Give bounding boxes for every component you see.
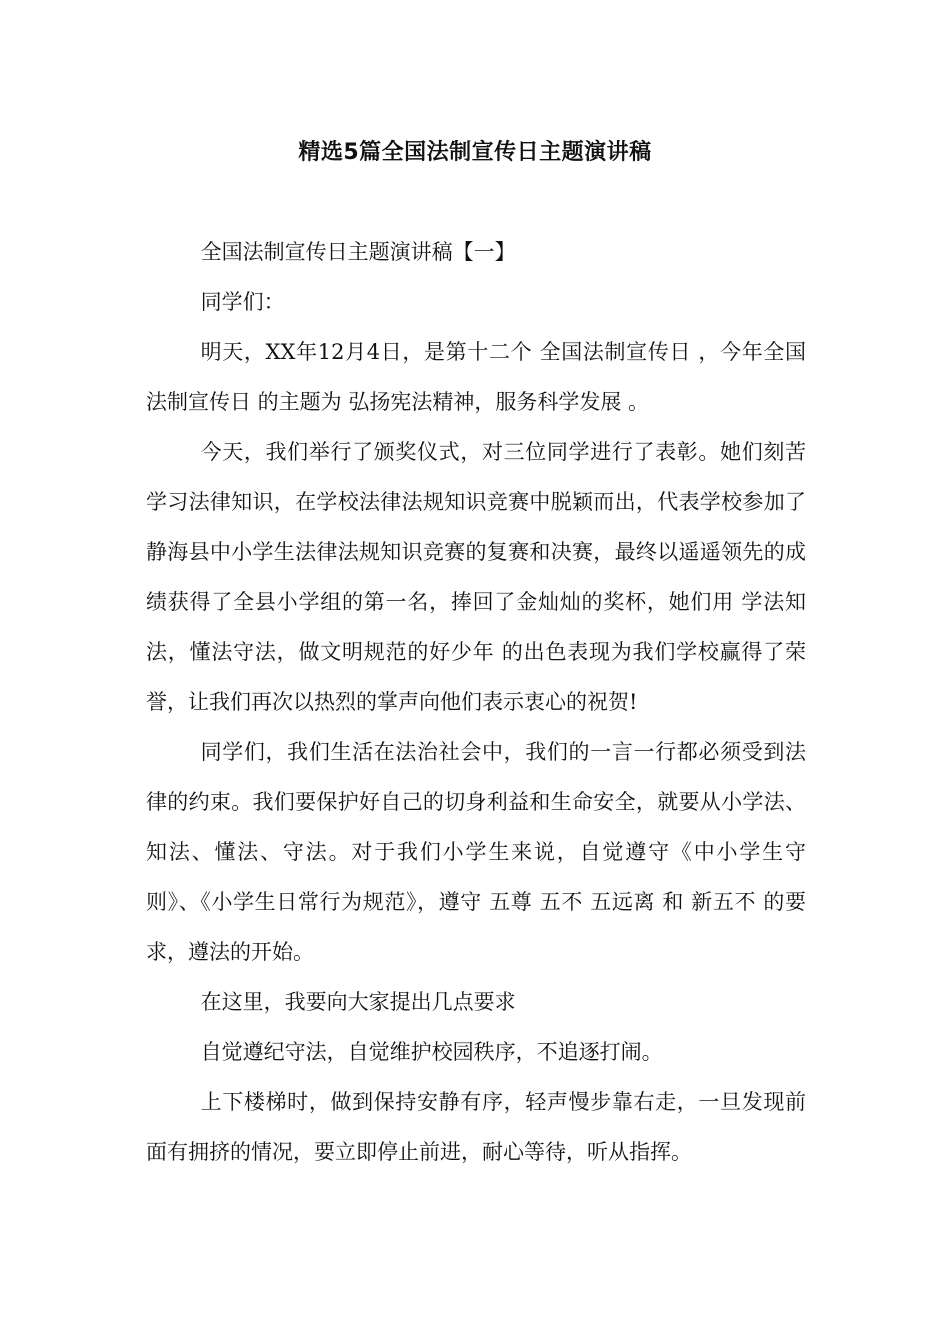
paragraph: 今天，我们举行了颁奖仪式，对三位同学进行了表彰。她们刻苦学习法律知识，在学校法律法规知识竞赛中脱颖而出，代表学校参加了静海县中小学生法律法规知识竞赛的复赛和决赛，最终以遥遥领先的成绩获得了全县小学组的第一名，捧回了金灿灿的奖杯，她们用 学法知法，懂法守法，做文明规范的好少年 的出色表现为我们学校赢得了荣誉，让我们再次以热烈的掌声向他们表示衷心的祝贺! bbox=[146, 440, 806, 714]
document-title: 精选5篇全国法制宣传日主题演讲稿 bbox=[298, 140, 652, 165]
paragraph: 自觉遵纪守法，自觉维护校园秩序，不追逐打闹。 bbox=[200, 1040, 663, 1064]
paragraph: 明天，XX年12月4日，是第十二个 全国法制宣传日 ，今年全国法制宣传日 的主题为 弘扬宪法精神，服务科学发展 。 bbox=[146, 340, 806, 414]
section-heading: 全国法制宣传日主题演讲稿【一】 bbox=[200, 240, 516, 264]
document-body bbox=[146, 227, 806, 1177]
paragraph: 同学们，我们生活在法治社会中，我们的一言一行都必须受到法律的约束。我们要保护好自己的切身利益和生命安全，就要从小学法、知法、懂法、守法。对于我们小学生来说，自觉遵守《中小学生守则》、《小学生日常行为规范》，遵守 五尊 五不 五远离 和 新五不 的要求，遵法的开始。 bbox=[146, 740, 806, 964]
salutation: 同学们： bbox=[200, 290, 285, 314]
paragraph: 上下楼梯时，做到保持安静有序，轻声慢步靠右走，一旦发现前面有拥挤的情况，要立即停止前进，耐心等待，听从指挥。 bbox=[146, 1090, 806, 1164]
paragraph: 在这里，我要向大家提出几点要求 bbox=[200, 990, 516, 1014]
